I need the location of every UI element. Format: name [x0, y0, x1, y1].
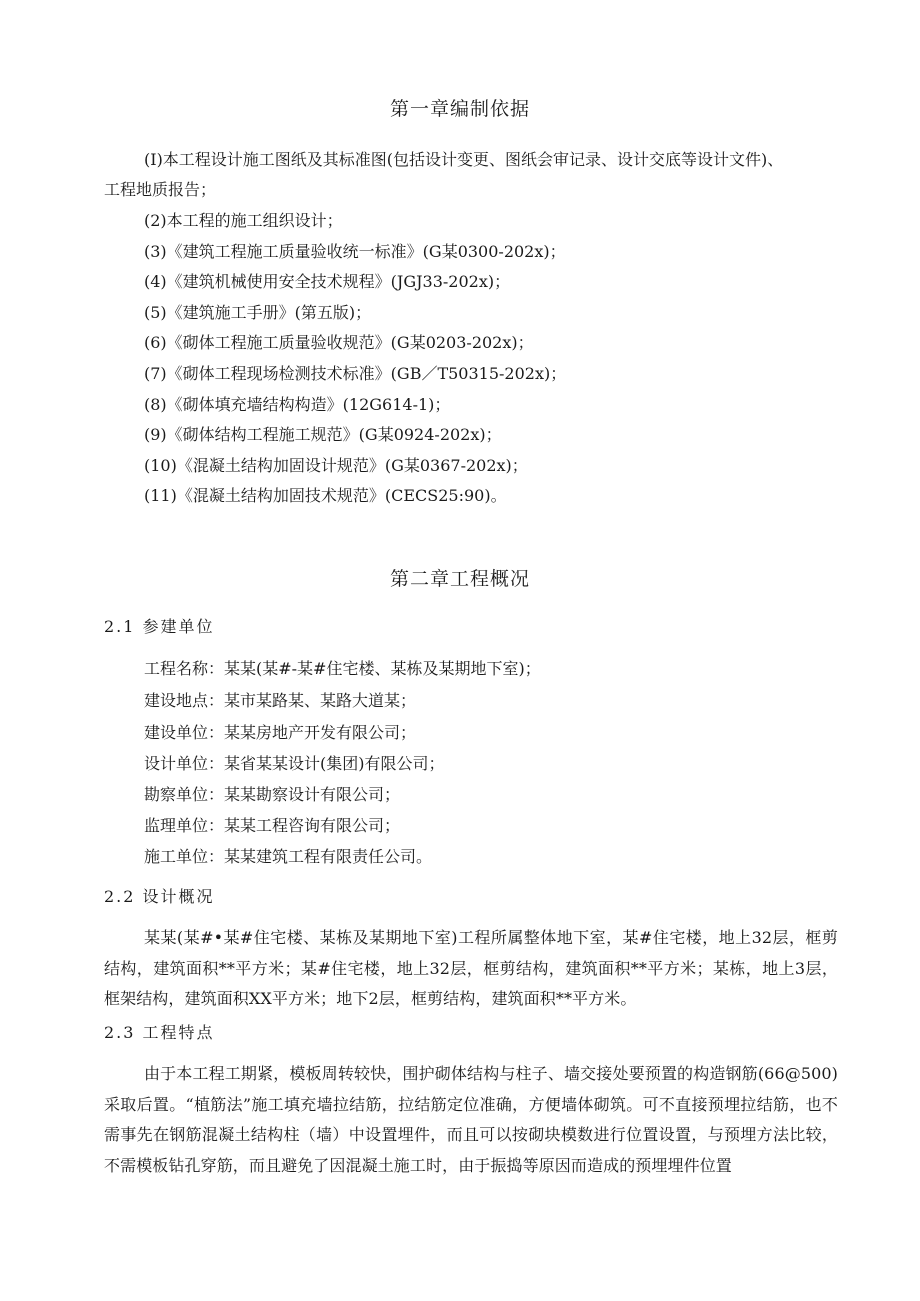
basis-item-1: (I)本工程设计施工图纸及其标准图(包括设计变更、图纸会审记录、设计交底等设计文件)、 — [144, 150, 784, 169]
supervision-unit: 监理单位：某某工程咨询有限公司； — [144, 816, 401, 835]
design-overview-text: 某某(某#•某#住宅楼、某栋及某期地下室)工程所属整体地下室，某#住宅楼，地上32层，框剪结构，建筑面积**平方米；某#住宅楼，地上32层，框剪结构，建筑面积**平方米；某栋，地上3层，框架结构，建筑面积XX平方米；地下2层，框剪结构，建筑面积**平方米。 — [104, 928, 838, 1008]
basis-item-2: (2)本工程的施工组织设计； — [144, 211, 343, 230]
basis-item-4: (4)《建筑机械使用安全技术规程》(JGJ33-202x)； — [144, 272, 511, 291]
design-overview-paragraph — [104, 923, 838, 1015]
basis-item-9: (9)《砌体结构工程施工规范》(G某0924-202x)； — [144, 425, 502, 444]
basis-item-11: (11)《混凝土结构加固技术规范》(CECS25:90)。 — [144, 486, 507, 505]
project-location: 建设地点：某市某路某、某路大道某； — [144, 691, 417, 710]
chapter1-title: 第一章编制依据 — [389, 98, 530, 120]
survey-unit: 勘察单位：某某勘察设计有限公司； — [144, 785, 401, 804]
section-2-1-heading: 2.1 参建单位 — [104, 617, 215, 636]
section-2-2-heading: 2.2 设计概况 — [104, 887, 215, 906]
basis-item-8: (8)《砌体填充墙结构构造》(12G614-1)； — [144, 395, 451, 414]
chapter2-title: 第二章工程概况 — [389, 568, 530, 590]
construction-unit: 建设单位：某某房地产开发有限公司； — [144, 723, 417, 742]
basis-item-6: (6)《砌体工程施工质量验收规范》(G某0203-202x)； — [144, 333, 534, 352]
basis-item-10: (10)《混凝土结构加固设计规范》(G某0367-202x)； — [144, 456, 528, 475]
basis-item-5: (5)《建筑施工手册》(第五版)； — [144, 303, 372, 322]
basis-item-7: (7)《砌体工程现场检测技术标准》(GB／T50315-202x)； — [144, 364, 567, 383]
design-unit: 设计单位：某省某某设计(集团)有限公司； — [144, 754, 445, 773]
section-2-3-heading: 2.3 工程特点 — [104, 1023, 215, 1042]
features-text: 由于本工程工期紧，模板周转较快，围护砌体结构与柱子、墙交接处要预置的构造钢筋(66@500)采取后置。“植筋法”施工填充墙拉结筋，拉结筋定位准确，方便墙体砌筑。可不直接预埋拉结筋，也不需事先在钢筋混凝土结构柱（墙）中设置埋件，而且可以按砌块模数进行位置设置，与预埋方法比较，不需模板钻孔穿筋，而且避免了因混凝土施工时，由于振捣等原因而造成的预埋埋件位置 — [104, 1064, 838, 1175]
contractor-unit: 施工单位：某某建筑工程有限责任公司。 — [144, 847, 433, 866]
features-paragraph — [104, 1059, 838, 1181]
basis-item-3: (3)《建筑工程施工质量验收统一标准》(G某0300-202x)； — [144, 242, 566, 261]
project-name: 工程名称：某某(某#-某#住宅楼、某栋及某期地下室)； — [144, 659, 541, 678]
basis-item-1-cont: 工程地质报告； — [104, 180, 217, 199]
